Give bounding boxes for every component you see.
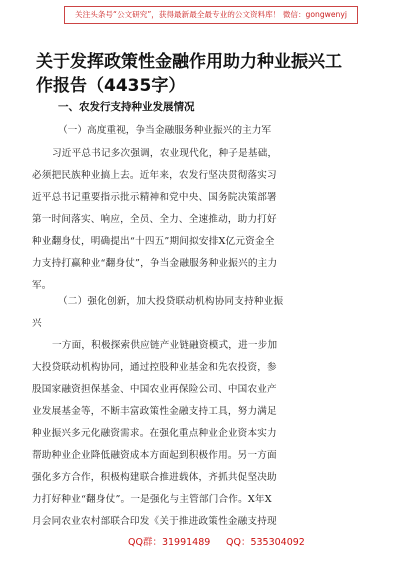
- text-line: 股国家融资担保基金、中国农业再保险公司、中国农业产: [32, 384, 277, 395]
- paragraph: [32, 335, 374, 533]
- paragraph: [32, 143, 374, 297]
- subsection-heading: （二）强化创新，加大投贷联动机构协同支持种业振: [58, 296, 284, 307]
- promo-banner: 关注头条号“公文研究”，获得最新最全最专业的公文资料库！ 微信：gongwenyj: [64, 6, 358, 24]
- text-line: 业发展基金等，不断丰富政策性金融支持工具，努力满足: [32, 406, 277, 417]
- text-line: 帮助种业企业降低融资成本方面起到积极作用。另一方面: [32, 450, 277, 461]
- subsection-heading-cont: 兴: [32, 318, 42, 329]
- text-line: 强化多方合作，积极构建联合推进载体，齐抓共促坚决助: [32, 472, 277, 483]
- text-line: 力支持打赢种业“翻身仗”，争当金融服务种业振兴的主力: [32, 258, 278, 269]
- text-line: 种业翻身仗，明确提出“十四五”期间拟安排X亿元资金全: [32, 236, 275, 247]
- text-line: 大投贷联动机构协同，通过控股种业基金和先农投资，参: [32, 362, 277, 373]
- footer-qq-group: QQ群：31991489: [128, 537, 211, 548]
- text-line: 种业振兴多元化融资需求。在强化重点种业企业资本实力: [32, 428, 277, 439]
- document-title: [36, 50, 388, 98]
- text-line: 军。: [32, 280, 52, 291]
- subsection-heading: （一）高度重视，争当金融服务种业振兴的主力军: [58, 125, 272, 136]
- footer-contacts: [0, 534, 408, 550]
- text-line: 近平总书记重要指示批示精神和党中央、国务院决策部署: [32, 192, 277, 203]
- text-line: 习近平总书记多次强调，农业现代化，种子是基础，: [52, 148, 278, 159]
- text-line: 第一时间落实、响应，全员、全力、全速推动，助力打好: [32, 214, 277, 225]
- title-line: 作报告（4435字）: [36, 76, 186, 96]
- text-line: 必须把民族种业搞上去。近年来，农发行坚决贯彻落实习: [32, 170, 277, 181]
- text-line: 月会同农业农村部联合印发《关于推进政策性金融支持现: [32, 516, 277, 527]
- subsection-heading-block: [32, 291, 374, 335]
- text-line: 力打好种业“翻身仗”。一是强化与主管部门合作。X年X: [32, 494, 272, 505]
- text-line: 一方面，积极探索供应链产业链融资模式，进一步加: [52, 340, 278, 351]
- section-heading: 一、农发行支持种业发展情况: [58, 101, 195, 113]
- footer-qq: QQ：535304092: [226, 537, 305, 548]
- title-line: 关于发挥政策性金融作用助力种业振兴工: [36, 52, 342, 72]
